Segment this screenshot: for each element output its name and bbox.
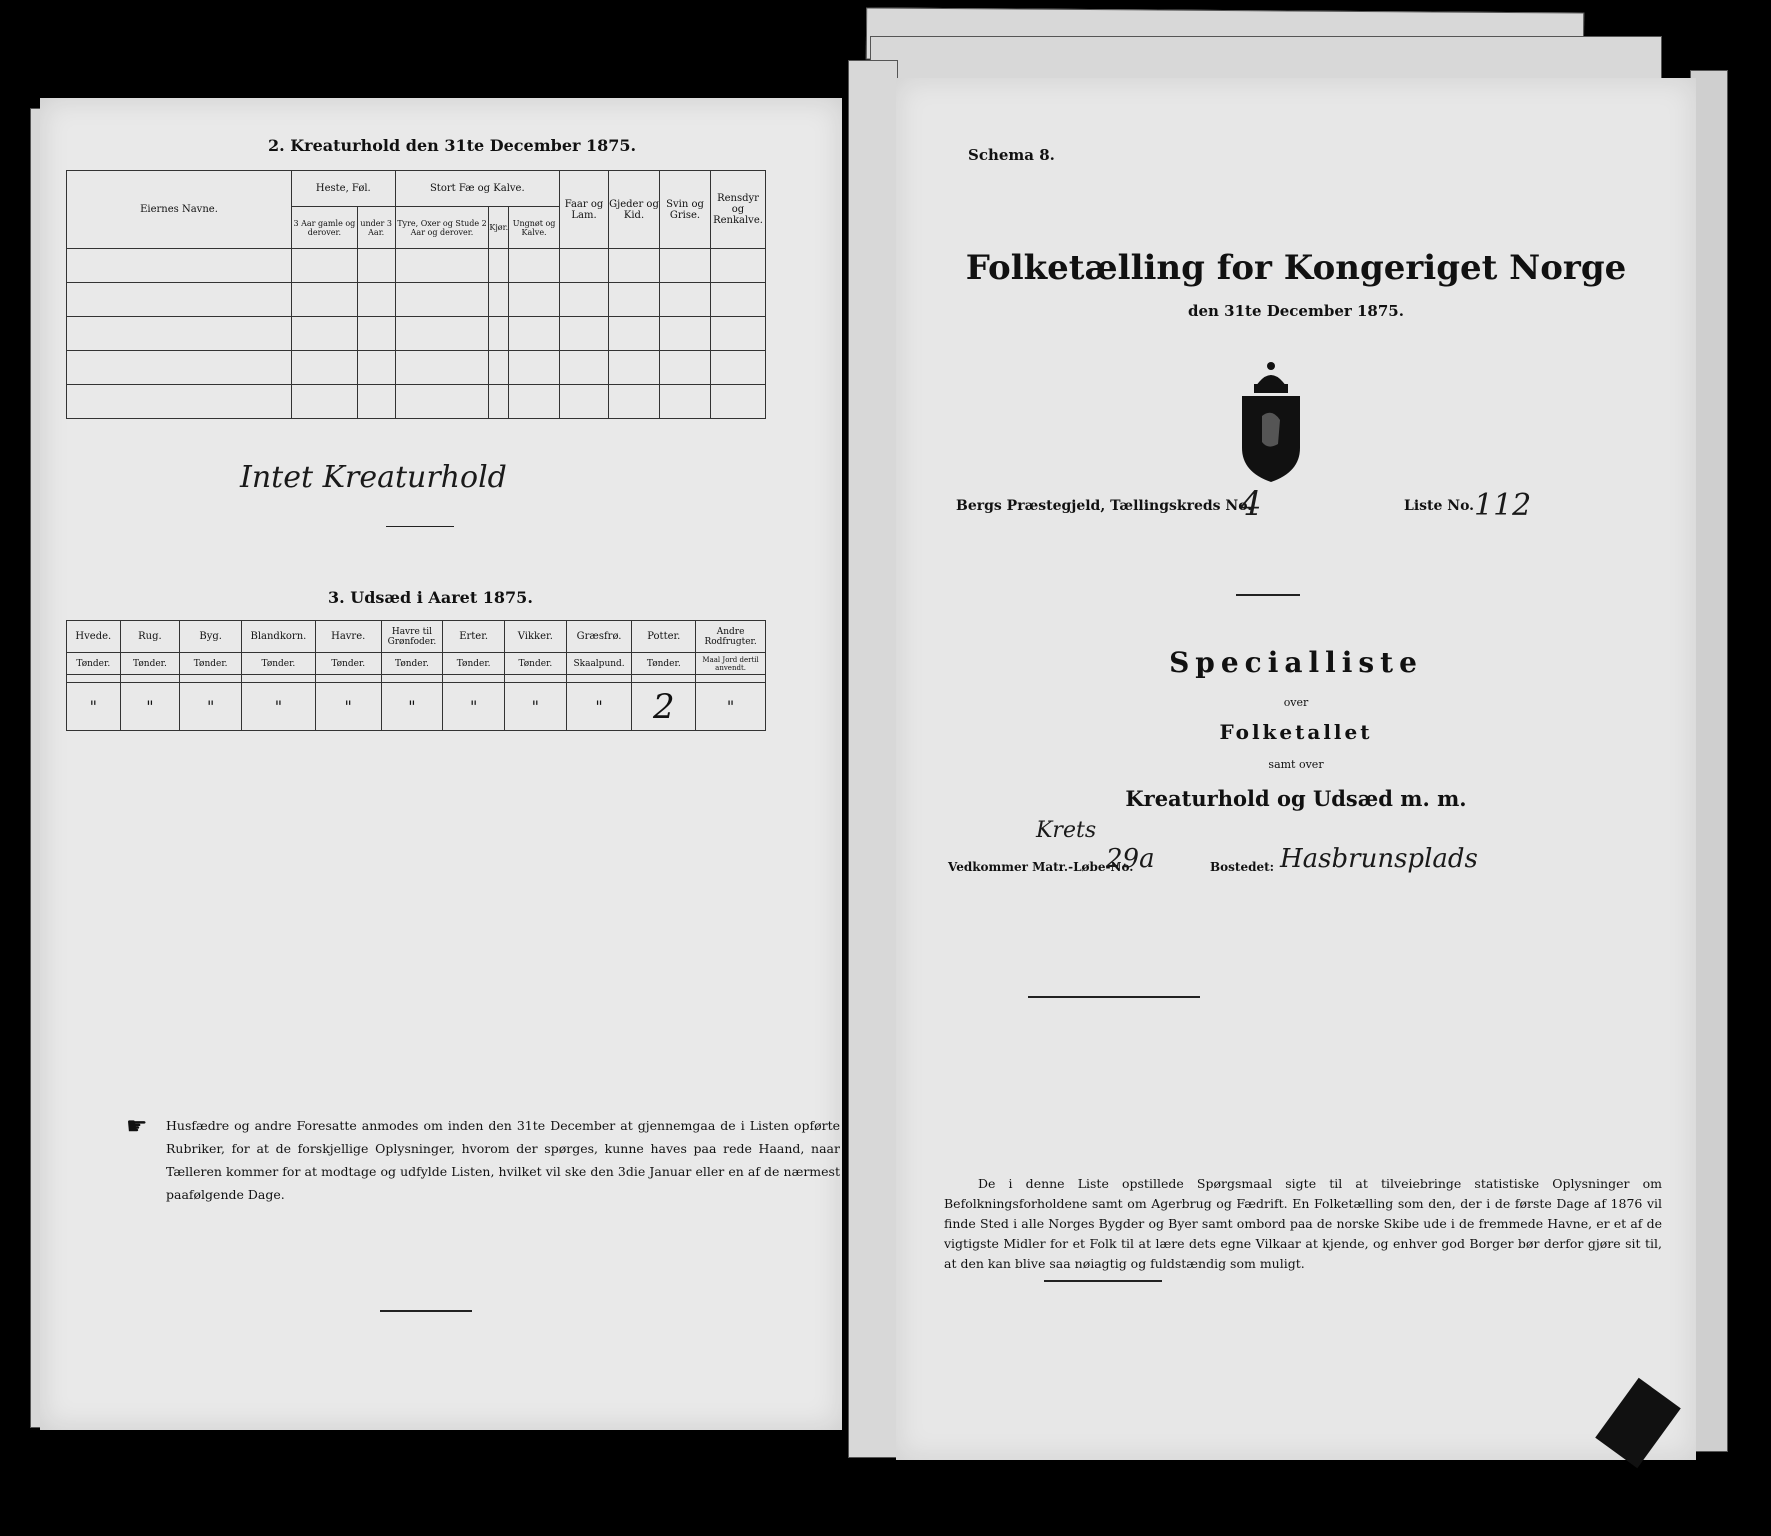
horses-3yr-header: 3 Aar gamle og derover. <box>292 207 358 249</box>
value-vikker: " <box>504 683 566 731</box>
divider <box>380 1310 472 1312</box>
col-blandkorn: Blandkorn. <box>241 621 315 653</box>
col-potter: Potter. <box>632 621 696 653</box>
value-hvede: " <box>67 683 121 731</box>
unit-byg: Tønder. <box>180 653 242 675</box>
value-andre-rodfrugter: " <box>696 683 766 731</box>
cows-header: Kjør. <box>489 207 509 249</box>
kreaturhold-heading: Kreaturhold og Udsæd m. m. <box>1125 786 1467 811</box>
main-title: Folketælling for Kongeriget Norge <box>965 248 1627 288</box>
horses-under3-header: under 3 Aar. <box>357 207 395 249</box>
samt-over-text: samt over <box>1268 758 1324 771</box>
handwritten-krets: Krets <box>1036 818 1097 843</box>
pigs-header: Svin og Grise. <box>660 171 711 249</box>
divider <box>1044 1280 1162 1282</box>
folketallet-heading: Folketallet <box>1219 720 1373 744</box>
table-row <box>67 385 766 419</box>
value-havre: " <box>315 683 381 731</box>
norwegian-crest-icon <box>1234 360 1308 484</box>
stacked-sheet-edge <box>848 60 898 1458</box>
cattle-header: Stort Fæ og Kalve. <box>395 171 559 207</box>
section3-title: 3. Udsæd i Aaret 1875. <box>328 588 533 607</box>
unit-hvede: Tønder. <box>67 653 121 675</box>
value-graesfro: " <box>566 683 632 731</box>
footer-text: De i denne Liste opstillede Spørgsmaal sigte til at tilveiebringe statistiske Oplysninger om Befolkningsforholdene samt om Agerbrug og Fædrift. En Folketælling som den, der i de første Dage af 1876 vil finde Sted i alle Norges Bygder og Byer samt ombord paa de norske Skibe ude i de fremmede Havne, er et af de vigtigste Midler for et Folk til at lære dets egne Vilkaar at kjende, og enhver god Borger bør derfor gjøre sit til, at den kan blive saa nøiagtig og fuldstændig som muligt. <box>944 1176 1662 1271</box>
value-rug: " <box>120 683 180 731</box>
specialliste-heading: Specialliste <box>1169 646 1423 679</box>
notice-text: Husfædre og andre Foresatte anmodes om inden den 31te December at gjennemgaa de i Listen opførte Rubriker, for at de forskjellige Oplysninger, hvorom der spørges, kunne haves paa rede Haand, naar Tælleren kommer for at modtage og udfylde Listen, hvilket vil ske den 3die Januar eller en af de nærmest paafølgende Dage. <box>166 1118 840 1202</box>
col-hvede: Hvede. <box>67 621 121 653</box>
col-havre: Havre. <box>315 621 381 653</box>
sowing-table <box>66 620 766 731</box>
liste-label: Liste No. <box>1404 498 1475 514</box>
bostedet-value: Hasbrunsplads <box>1280 844 1478 874</box>
unit-havre: Tønder. <box>315 653 381 675</box>
horses-header: Heste, Føl. <box>292 171 396 207</box>
sheep-header: Faar og Lam. <box>560 171 609 249</box>
col-andre-rodfrugter: Andre Rodfrugter. <box>696 621 766 653</box>
schema-label: Schema 8. <box>968 146 1055 164</box>
col-vikker: Vikker. <box>504 621 566 653</box>
divider <box>1028 996 1200 998</box>
section2-title: 2. Kreaturhold den 31te December 1875. <box>268 136 637 155</box>
col-rug: Rug. <box>120 621 180 653</box>
livestock-table <box>66 170 766 419</box>
unit-rug: Tønder. <box>120 653 180 675</box>
value-byg: " <box>180 683 242 731</box>
col-havre-gronfoder: Havre til Grønfoder. <box>381 621 443 653</box>
goats-header: Gjeder og Kid. <box>609 171 660 249</box>
unit-blandkorn: Tønder. <box>241 653 315 675</box>
table-row <box>67 683 766 731</box>
left-page <box>40 98 842 1430</box>
divider <box>1236 594 1300 596</box>
owner-names-header: Eiernes Navne. <box>67 171 292 249</box>
value-blandkorn: " <box>241 683 315 731</box>
unit-erter: Tønder. <box>443 653 505 675</box>
bostedet-label: Bostedet: <box>1210 860 1275 874</box>
unit-vikker: Tønder. <box>504 653 566 675</box>
value-erter: " <box>443 683 505 731</box>
col-byg: Byg. <box>180 621 242 653</box>
right-page <box>896 78 1696 1460</box>
divider <box>386 526 454 527</box>
unit-havre-gronfoder: Tønder. <box>381 653 443 675</box>
matr-number: 29a <box>1106 844 1155 874</box>
liste-number: 112 <box>1474 488 1532 523</box>
bulls-header: Tyre, Oxer og Stude 2 Aar og derover. <box>395 207 489 249</box>
young-cattle-header: Ungnøt og Kalve. <box>509 207 560 249</box>
table-row <box>67 317 766 351</box>
census-date: den 31te December 1875. <box>1188 302 1404 320</box>
reindeer-header: Rensdyr og Renkalve. <box>711 171 766 249</box>
value-potter: 2 <box>632 683 696 731</box>
col-erter: Erter. <box>443 621 505 653</box>
table-row <box>67 351 766 385</box>
unit-graesfro: Skaalpund. <box>566 653 632 675</box>
matr-label: Vedkommer Matr.-Løbe-No. <box>948 860 1134 874</box>
no-livestock-note: Intet Kreaturhold <box>240 460 507 495</box>
over-text: over <box>1283 696 1309 709</box>
pointing-hand-icon: ☛ <box>126 1112 148 1140</box>
col-graesfro: Græsfrø. <box>566 621 632 653</box>
krets-number: 4 <box>1240 484 1262 524</box>
unit-potter: Tønder. <box>632 653 696 675</box>
prestegjeld-label: Bergs Præstegjeld, Tællingskreds No. <box>956 498 1253 514</box>
table-row <box>67 283 766 317</box>
table-row <box>67 249 766 283</box>
value-havre-gronfoder: " <box>381 683 443 731</box>
unit-andre-rodfrugter: Maal Jord dertil anvendt. <box>696 653 766 675</box>
